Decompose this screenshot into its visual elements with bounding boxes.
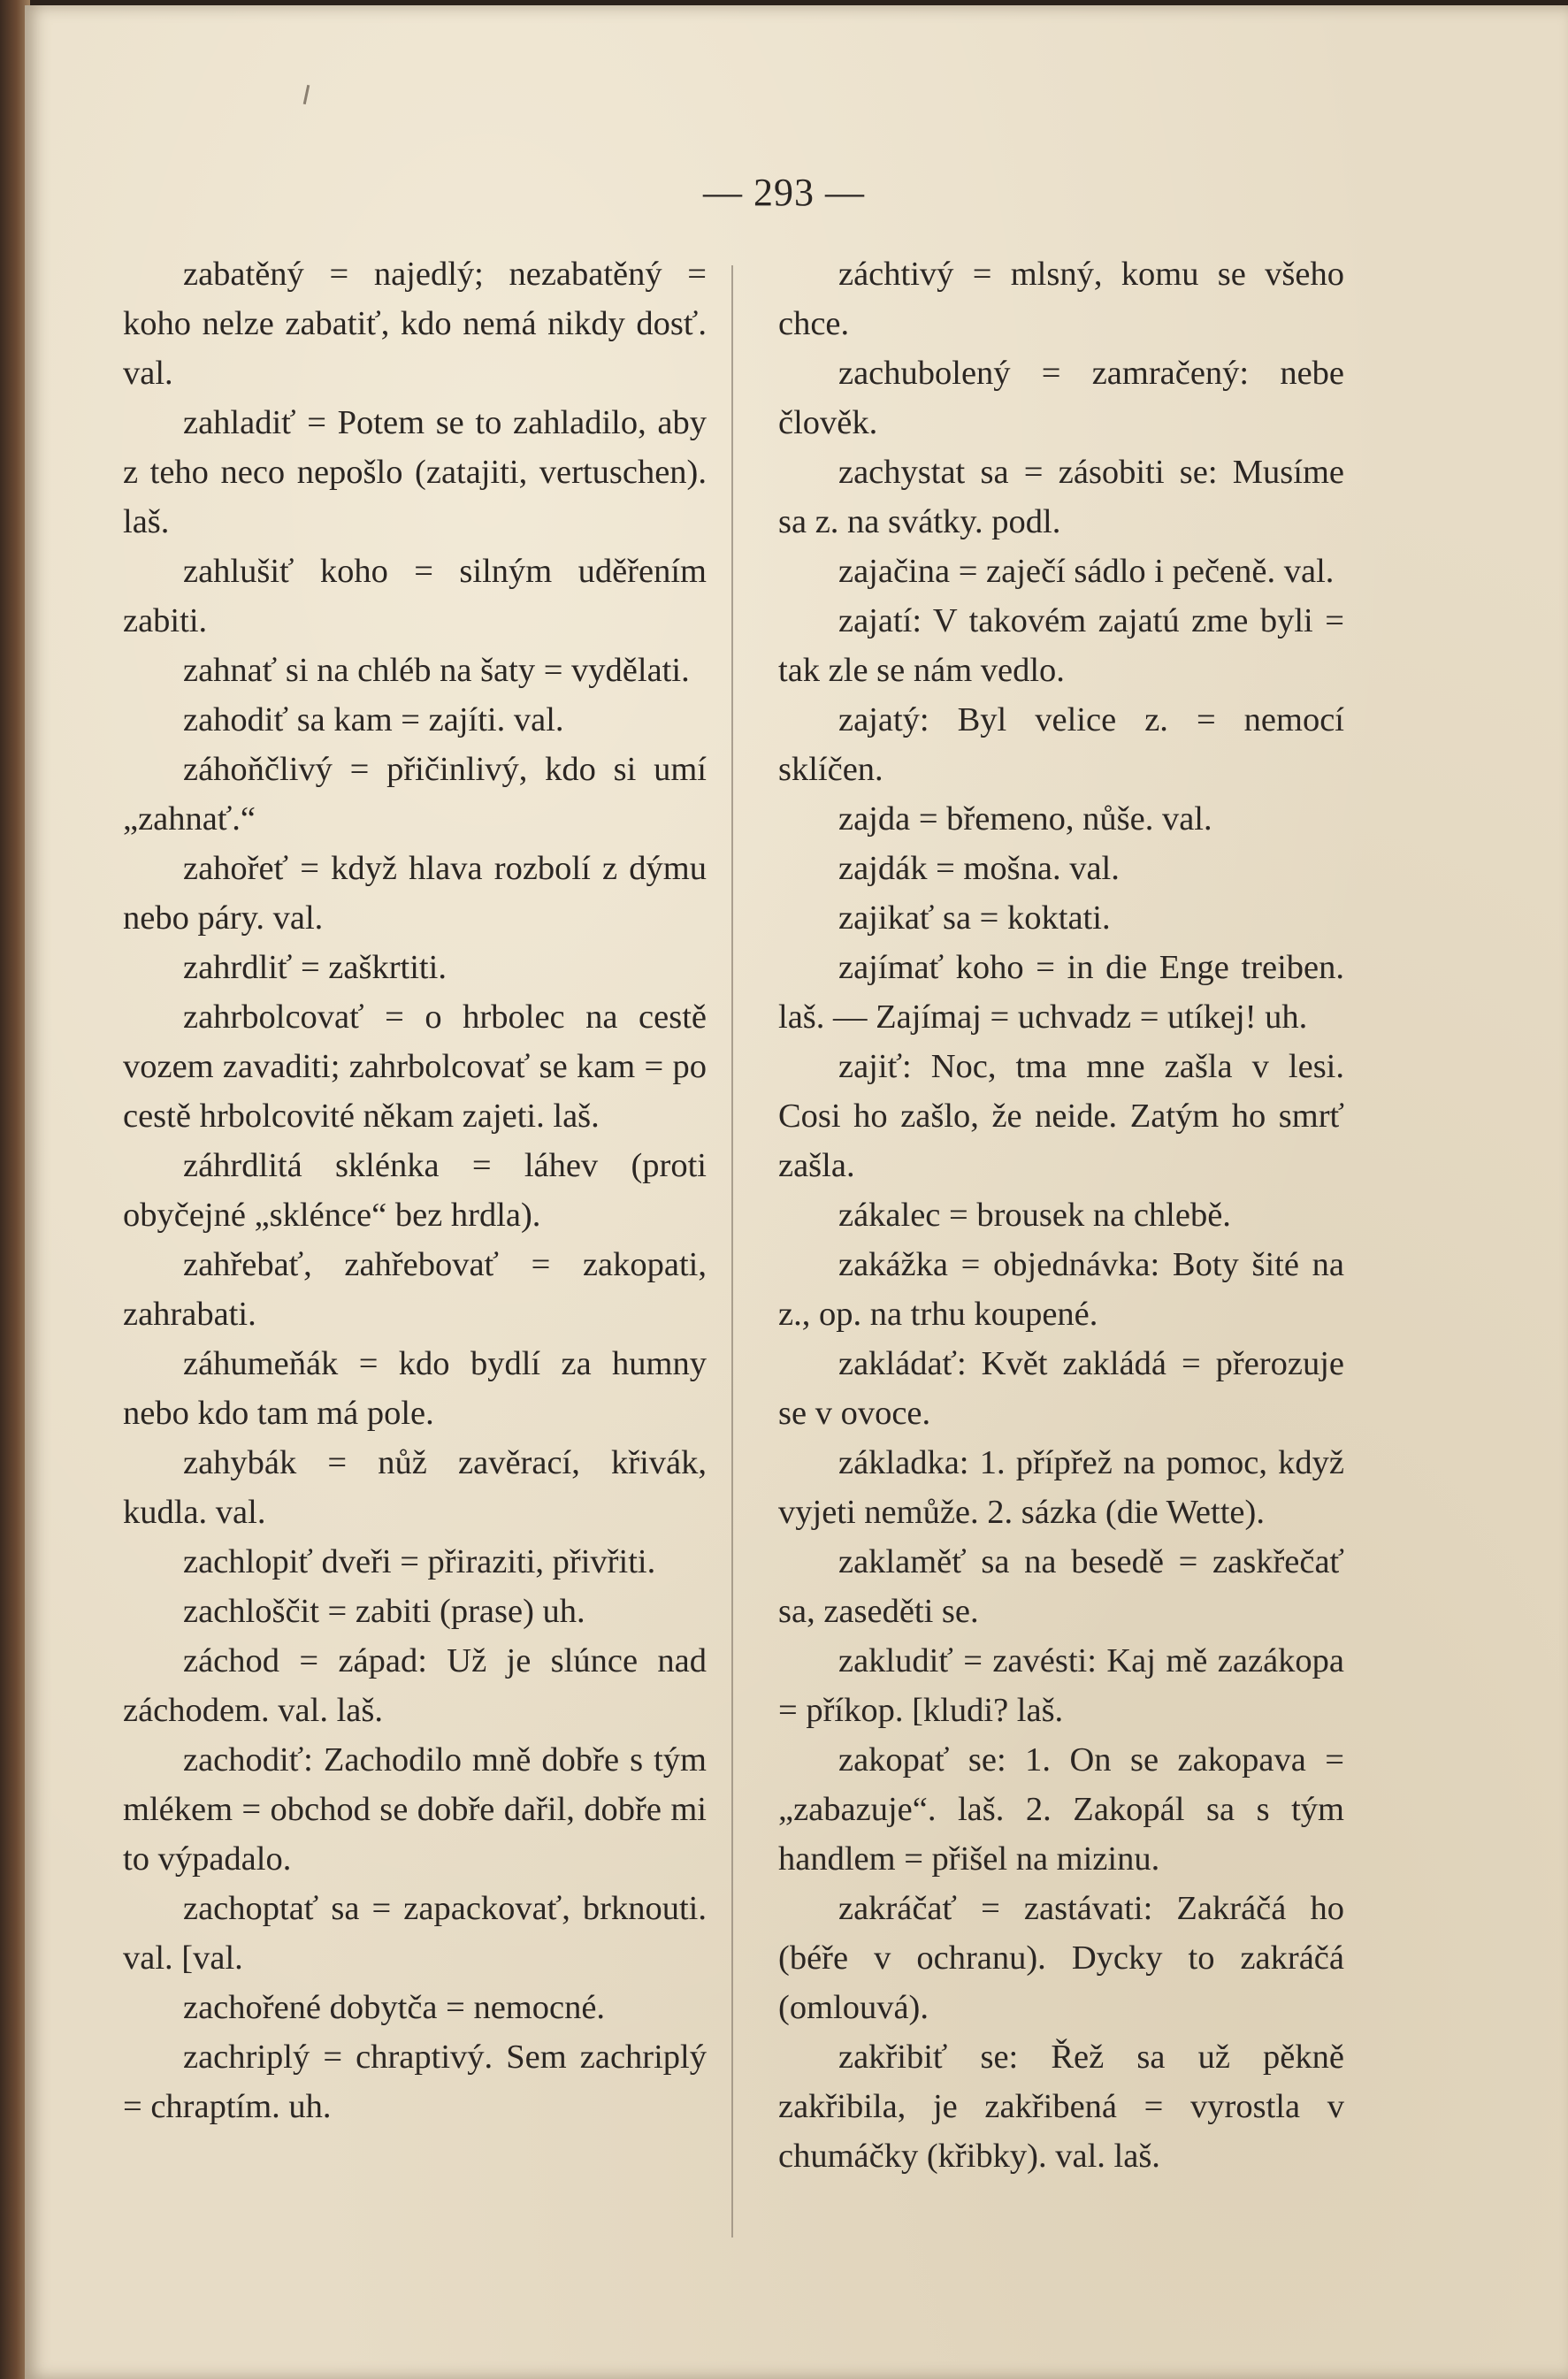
- dictionary-entry: zahnať si na chléb na šaty = vydělati.: [183, 652, 690, 689]
- dictionary-entry: záchtivý = mlsný, komu se všeho chce.: [778, 256, 1344, 342]
- dictionary-entry: zahybák = nůž zavěrací, křivák, kudla. val.: [123, 1444, 707, 1531]
- dictionary-entry: zachriplý = chraptivý. Sem zachriplý = chraptím. uh.: [123, 2039, 707, 2125]
- dictionary-entry: záhumeňák = kdo bydlí za humny nebo kdo tam má pole.: [123, 1345, 707, 1432]
- dictionary-entry: základka: 1. přípřež na pomoc, když vyjeti nemůže. 2. sázka (die Wette).: [778, 1444, 1344, 1531]
- column-divider: [731, 265, 733, 2237]
- dictionary-entry: zajímať koho = in die Enge treiben. laš. — Zajímaj = uchvadz = utíkej! uh.: [778, 949, 1344, 1036]
- dictionary-entry: zahrdliť = zaškrtiti.: [183, 949, 447, 986]
- left-column: [123, 249, 707, 2131]
- dictionary-entry: zabatěný = najedlý; nezabatěný = koho nelze zabatiť, kdo nemá nikdy dosť. val.: [123, 256, 707, 392]
- dictionary-entry: zahlušiť koho = silným uděřením zabiti.: [123, 553, 707, 639]
- dictionary-entry: zákalec = brousek na chlebě.: [838, 1197, 1231, 1234]
- dictionary-entry: záchod = západ: Už je slúnce nad záchodem. val. laš.: [123, 1642, 707, 1729]
- dictionary-entry: zachubolený = zamračený: nebe člověk.: [778, 355, 1344, 441]
- dictionary-entry: zajda = břemeno, nůše. val.: [838, 800, 1212, 838]
- dictionary-entry: zajačina = zaječí sádlo i pečeně. val.: [838, 553, 1335, 590]
- dictionary-entry: zajatý: Byl velice z. = nemocí sklíčen.: [778, 701, 1344, 788]
- dictionary-entry: zakopať se: 1. On se zakopava = „zabazuje“. laš. 2. Zakopál sa s tým handlem = přišel na mizinu.: [778, 1741, 1344, 1878]
- dictionary-entry: zakládať: Květ zakládá = přerozuje se v ovoce.: [778, 1345, 1344, 1432]
- dictionary-entry: zachodiť: Zachodilo mně dobře s tým mlékem = obchod se dobře dařil, dobře mi to výpadalo.: [123, 1741, 707, 1878]
- dictionary-entry: zahodiť sa kam = zajíti. val.: [183, 701, 564, 738]
- dictionary-entry: zajikať sa = koktati.: [838, 899, 1111, 937]
- page-number: — 293 —: [703, 171, 865, 214]
- dictionary-entry: zahořeť = když hlava rozbolí z dýmu nebo páry. val.: [123, 850, 707, 937]
- dictionary-entry: záhoňčlivý = přičinlivý, kdo si umí „zahnať.“: [123, 751, 707, 838]
- dictionary-entry: zajatí: V takovém zajatú zme byli = tak zle se nám vedlo.: [778, 602, 1344, 689]
- dictionary-entry: zakráčať = zastávati: Zakráčá ho (béře v ochranu). Dycky to zakráčá (omlouvá).: [778, 1890, 1344, 2026]
- right-column: [778, 249, 1344, 2181]
- dictionary-entry: zahřebať, zahřebovať = zakopati, zahrabati.: [123, 1246, 707, 1333]
- dictionary-entry: zakřibiť se: Řež sa už pěkně zakřibila, je zakřibená = vyrostla v chumáčky (křibky). val. laš.: [778, 2039, 1344, 2175]
- dictionary-entry: zakážka = objednávka: Boty šité na z., op. na trhu koupené.: [778, 1246, 1344, 1333]
- dictionary-entry: zachořené dobytča = nemocné.: [183, 1989, 606, 2026]
- dictionary-entry: zahladiť = Potem se to zahladilo, aby z teho neco nepošlo (zatajiti, vertuschen). laš.: [123, 404, 707, 540]
- dictionary-entry: zahrbolcovať = o hrbolec na cestě vozem zavaditi; zahrbolcovať se kam = po cestě hrbolcovité někam zajeti. laš.: [123, 998, 707, 1135]
- dictionary-entry: zajiť: Noc, tma mne zašla v lesi. Cosi ho zašlo, že neide. Zatým ho smrť zašla.: [778, 1048, 1344, 1184]
- dictionary-entry: zachlopiť dveři = přiraziti, přivřiti.: [183, 1543, 656, 1580]
- dictionary-entry: zakludiť = zavésti: Kaj mě zazákopa = příkop. [kludi? laš.: [778, 1642, 1344, 1729]
- dictionary-entry: zachloščit = zabiti (prase) uh.: [183, 1593, 585, 1630]
- dictionary-entry: zachoptať sa = zapackovať, brknouti. val. [val.: [123, 1890, 707, 1977]
- dictionary-entry: zajdák = mošna. val.: [838, 850, 1120, 887]
- dictionary-entry: zachystat sa = zásobiti se: Musíme sa z. na svátky. podl.: [778, 454, 1344, 540]
- dictionary-entry: zaklaměť sa na besedě = zaskřečať sa, zaseděti se.: [778, 1543, 1344, 1630]
- dictionary-entry: záhrdlitá sklénka = láhev (proti obyčejné „sklénce“ bez hrdla).: [123, 1147, 707, 1234]
